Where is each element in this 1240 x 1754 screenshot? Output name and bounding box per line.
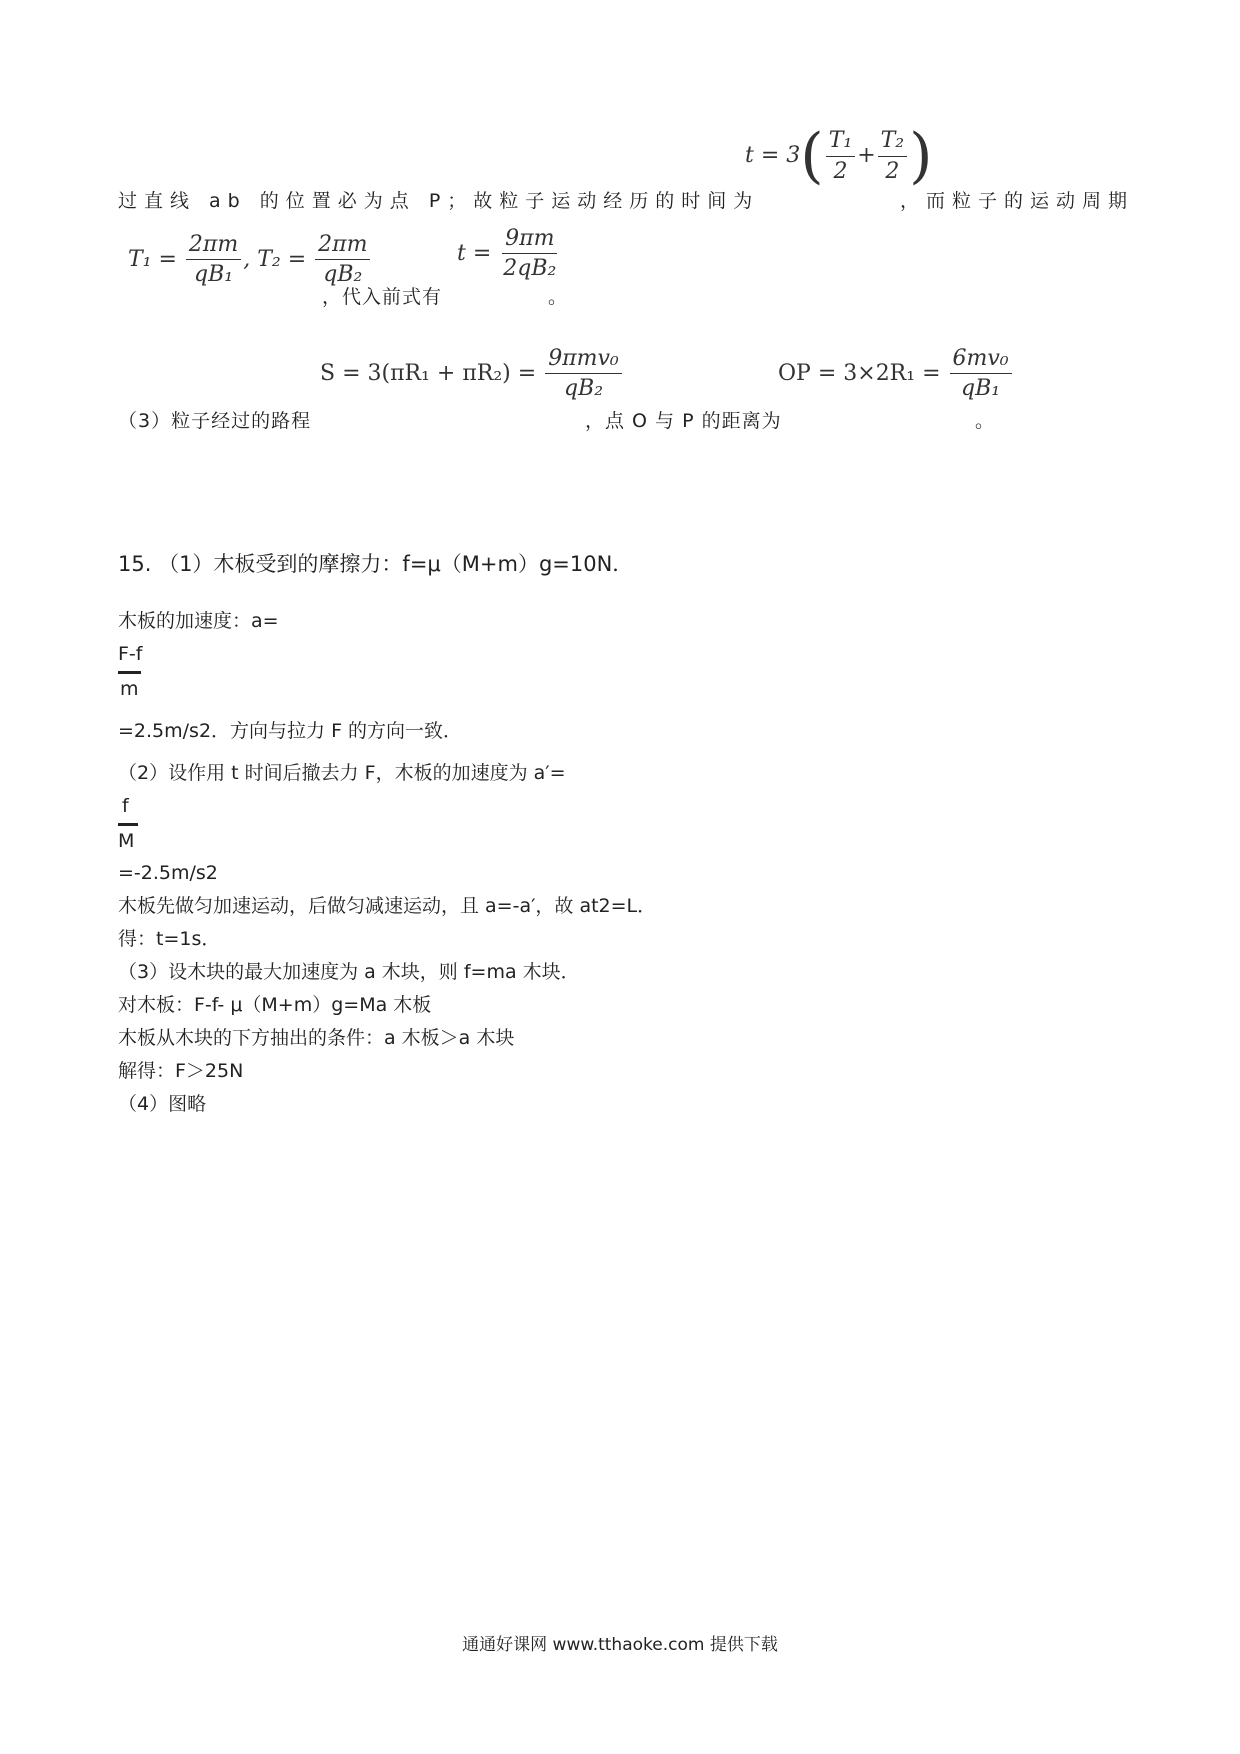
text-distance-label: ，点 O 与 P 的距离为: [585, 410, 782, 432]
equation-path: S = 3(πR₁ + πR₂) = $\frac{\text{9πmv₀}}{\text{qB₂}}$: [320, 346, 624, 402]
accel2-value: =-2.5m/s2: [118, 862, 218, 884]
question-3: （3）设木块的最大加速度为 a 木块，则 f=ma 木块．: [118, 961, 580, 983]
fraction-1-bar: [118, 671, 141, 674]
equation-time-total: t = 3( $\frac{\text{T₁}}{2}$ + $\frac{\text{T₂}}{2}$ ): [745, 121, 933, 191]
accel-label: 木板的加速度：a=: [118, 610, 279, 632]
text-path-label: （3）粒子经过的路程: [118, 410, 312, 432]
question-2: （2）设作用 t 时间后撤去力 F，木板的加速度为 a′=: [118, 762, 566, 784]
fraction-1-denominator: m: [120, 678, 139, 700]
solve-result: 解得：F＞25N: [118, 1060, 244, 1082]
text-line-1-after: ，而粒子的运动周期: [900, 190, 1135, 212]
question-4: （4）图略: [118, 1093, 207, 1115]
condition: 木板从木块的下方抽出的条件：a 木板＞a 木块: [118, 1027, 515, 1049]
equation-op: OP = 3×2R₁ = $\frac{\text{6mv₀}}{\text{qB₁}}$: [778, 346, 1014, 402]
period-mark-2: 。: [975, 410, 996, 432]
fraction-2-denominator: M: [118, 830, 135, 852]
page-footer: 通通好课网 www.tthaoke.com 提供下载: [462, 1635, 778, 1655]
result-t: 得：t=1s．: [118, 928, 221, 950]
text-substitute: ，代入前式有: [322, 286, 443, 308]
board-equation: 对木板：F-f- μ（M+m）g=Ma 木板: [118, 994, 432, 1016]
equation-periods: T₁ = $\frac{2\pi m}{\text{qB₁}}$ , T₂ = $\frac{2\pi m}{\text{qB₂}}$: [128, 232, 372, 288]
fraction-2-numerator: f: [122, 795, 129, 817]
period-mark: 。: [548, 286, 569, 308]
equation-time-result: t = $\frac{9\pi m}{\text{2qB₂}}$: [457, 226, 557, 282]
fraction-2-bar: [118, 823, 138, 826]
text-line-1: 过直线 ab 的位置必为点 P；故粒子运动经历的时间为: [118, 190, 760, 212]
solution-15-heading: 15. （1）木板受到的摩擦力：f=μ（M+m）g=10N．: [118, 552, 634, 576]
motion-description: 木板先做匀加速运动，后做匀减速运动，且 a=-a′，故 at2=L．: [118, 895, 657, 917]
accel-value: =2.5m/s2．方向与拉力 F 的方向一致．: [118, 720, 463, 742]
fraction-1-numerator: F-f: [118, 643, 143, 665]
